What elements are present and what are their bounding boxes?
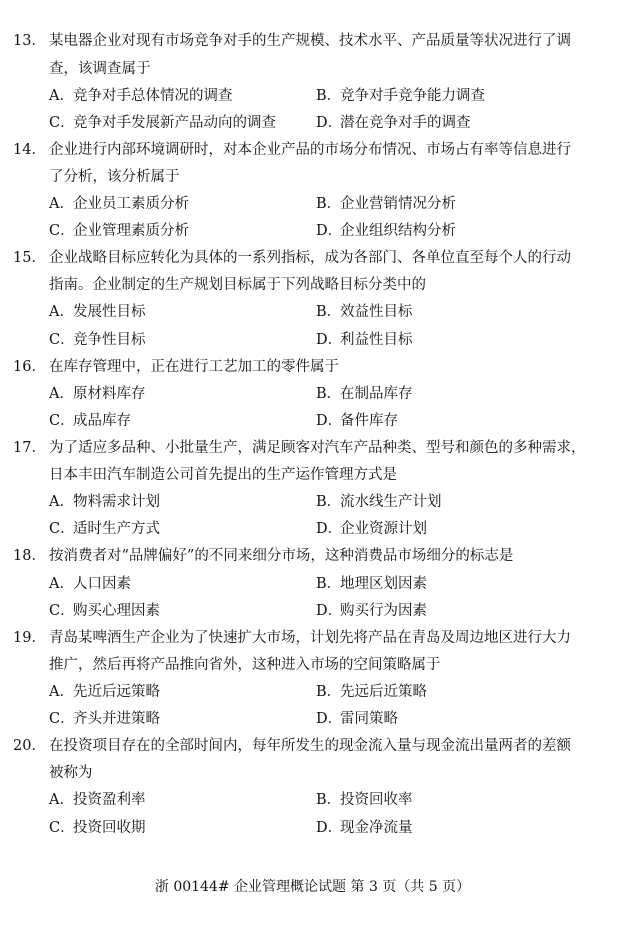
option-letter: D． bbox=[316, 521, 343, 537]
question-15-option-b bbox=[316, 302, 413, 322]
question-14-number: 14． bbox=[13, 142, 46, 158]
option-text: 企业管理素质分析 bbox=[73, 223, 189, 239]
option-text: 潜在竞争对手的调查 bbox=[340, 115, 471, 131]
option-letter: C． bbox=[49, 115, 75, 131]
option-text: 流水线生产计划 bbox=[340, 494, 442, 510]
option-letter: C． bbox=[49, 223, 75, 239]
option-letter: C． bbox=[49, 711, 75, 727]
question-17-option-c bbox=[49, 519, 160, 539]
question-20-text-line-2: 被称为 bbox=[49, 765, 93, 781]
option-text: 原材料库存 bbox=[73, 386, 146, 402]
option-letter: B． bbox=[316, 196, 342, 212]
question-14-text-line-1: 企业进行内部环境调研时，对本企业产品的市场分布情况、市场占有率等信息进行 bbox=[49, 142, 571, 158]
question-13-option-d bbox=[316, 113, 471, 133]
option-letter: C． bbox=[49, 413, 75, 429]
question-16-option-b bbox=[316, 384, 413, 404]
question-16-number: 16． bbox=[13, 359, 46, 375]
question-19-option-a bbox=[49, 682, 160, 702]
option-letter: B． bbox=[316, 576, 342, 592]
option-text: 人口因素 bbox=[73, 576, 131, 592]
option-letter: A． bbox=[49, 386, 74, 402]
question-15-option-c bbox=[49, 330, 146, 350]
option-text: 投资回收率 bbox=[340, 792, 413, 808]
question-15-option-a bbox=[49, 302, 146, 322]
option-letter: A． bbox=[49, 792, 74, 808]
option-letter: D． bbox=[316, 332, 343, 348]
option-text: 先远后近策略 bbox=[340, 684, 427, 700]
question-20-number: 20． bbox=[13, 738, 46, 754]
option-text: 投资盈利率 bbox=[73, 792, 146, 808]
option-text: 备件库存 bbox=[340, 413, 398, 429]
option-text: 成品库存 bbox=[73, 413, 131, 429]
question-13-number: 13． bbox=[13, 33, 46, 49]
option-letter: B． bbox=[316, 88, 342, 104]
question-20-text-line-1: 在投资项目存在的全部时间内，每年所发生的现金流入量与现金流出量两者的差额 bbox=[49, 738, 571, 754]
option-text: 适时生产方式 bbox=[73, 521, 160, 537]
question-18-option-a bbox=[49, 574, 131, 594]
option-text: 竞争对手竞争能力调查 bbox=[340, 88, 485, 104]
question-16-option-d bbox=[316, 411, 398, 431]
option-text: 竞争性目标 bbox=[73, 332, 146, 348]
question-20-option-c bbox=[49, 818, 146, 838]
option-letter: A． bbox=[49, 196, 74, 212]
option-text: 先近后远策略 bbox=[73, 684, 160, 700]
option-letter: B． bbox=[316, 792, 342, 808]
option-letter: D． bbox=[316, 711, 343, 727]
option-text: 企业员工素质分析 bbox=[73, 196, 189, 212]
option-text: 在制品库存 bbox=[340, 386, 413, 402]
option-text: 现金净流量 bbox=[340, 820, 413, 836]
option-letter: D． bbox=[316, 115, 343, 131]
option-letter: D． bbox=[316, 413, 343, 429]
option-text: 企业组织结构分析 bbox=[340, 223, 456, 239]
option-text: 雷同策略 bbox=[340, 711, 398, 727]
option-letter: C． bbox=[49, 603, 75, 619]
option-letter: D． bbox=[316, 603, 343, 619]
option-letter: A． bbox=[49, 684, 74, 700]
question-16-option-a bbox=[49, 384, 146, 404]
question-17-number: 17． bbox=[13, 440, 46, 456]
option-text: 企业资源计划 bbox=[340, 521, 427, 537]
question-18-number: 18． bbox=[13, 548, 46, 564]
option-text: 利益性目标 bbox=[340, 332, 413, 348]
option-text: 效益性目标 bbox=[340, 304, 413, 320]
question-19-option-c bbox=[49, 709, 160, 729]
question-18-option-c bbox=[49, 601, 160, 621]
option-letter: D． bbox=[316, 820, 343, 836]
option-text: 齐头并进策略 bbox=[73, 711, 160, 727]
option-text: 发展性目标 bbox=[73, 304, 146, 320]
option-letter: A． bbox=[49, 576, 74, 592]
question-13-option-b bbox=[316, 86, 485, 106]
question-15-number: 15． bbox=[13, 250, 46, 266]
question-14-option-c bbox=[49, 221, 189, 241]
option-letter: B． bbox=[316, 304, 342, 320]
question-17-text-line-1: 为了适应多品种、小批量生产，满足顾客对汽车产品种类、型号和颜色的多种需求， bbox=[49, 440, 586, 456]
question-19-text-line-1: 青岛某啤酒生产企业为了快速扩大市场，计划先将产品在青岛及周边地区进行大力 bbox=[49, 630, 571, 646]
question-16-option-c bbox=[49, 411, 131, 431]
question-14-option-d bbox=[316, 221, 456, 241]
question-19-option-b bbox=[316, 682, 427, 702]
question-14-text-line-2: 了分析，该分析属于 bbox=[49, 169, 180, 185]
option-letter: A． bbox=[49, 304, 74, 320]
question-18-option-d bbox=[316, 601, 427, 621]
question-20-option-b bbox=[316, 790, 413, 810]
question-19-text-line-2: 推广，然后再将产品推向省外，这种进入市场的空间策略属于 bbox=[49, 657, 441, 673]
option-letter: B． bbox=[316, 386, 342, 402]
option-letter: C． bbox=[49, 820, 75, 836]
question-20-option-d bbox=[316, 818, 413, 838]
question-18-text-line-1: 按消费者对“品牌偏好”的不同来细分市场，这种消费品市场细分的标志是 bbox=[49, 548, 514, 564]
option-text: 地理区划因素 bbox=[340, 576, 427, 592]
question-20-option-a bbox=[49, 790, 146, 810]
option-letter: B． bbox=[316, 684, 342, 700]
question-16-text-line-1: 在库存管理中，正在进行工艺加工的零件属于 bbox=[49, 359, 339, 375]
option-text: 购买行为因素 bbox=[340, 603, 427, 619]
option-letter: C． bbox=[49, 332, 75, 348]
question-13-text-line-1: 某电器企业对现有市场竞争对手的生产规模、技术水平、产品质量等状况进行了调 bbox=[49, 33, 571, 49]
question-13-option-c bbox=[49, 113, 276, 133]
question-19-option-d bbox=[316, 709, 398, 729]
option-letter: A． bbox=[49, 494, 74, 510]
option-text: 竞争对手总体情况的调查 bbox=[73, 88, 233, 104]
option-letter: A． bbox=[49, 88, 74, 104]
question-15-option-d bbox=[316, 330, 413, 350]
question-15-text-line-1: 企业战略目标应转化为具体的一系列指标，成为各部门、各单位直至每个人的行动 bbox=[49, 250, 571, 266]
option-letter: D． bbox=[316, 223, 343, 239]
question-14-option-b bbox=[316, 194, 456, 214]
question-17-text-line-2: 日本丰田汽车制造公司首先提出的生产运作管理方式是 bbox=[49, 467, 397, 483]
option-text: 竞争对手发展新产品动向的调查 bbox=[73, 115, 276, 131]
option-letter: B． bbox=[316, 494, 342, 510]
question-19-number: 19． bbox=[13, 630, 46, 646]
option-text: 物料需求计划 bbox=[73, 494, 160, 510]
option-letter: C． bbox=[49, 521, 75, 537]
question-13-option-a bbox=[49, 86, 233, 106]
question-17-option-b bbox=[316, 492, 442, 512]
question-13-text-line-2: 查，该调查属于 bbox=[49, 61, 151, 77]
question-17-option-d bbox=[316, 519, 427, 539]
question-15-text-line-2: 指南。企业制定的生产规划目标属于下列战略目标分类中的 bbox=[49, 277, 426, 293]
page-footer: 浙 00144# 企业管理概论试题 第 3 页（共 5 页） bbox=[154, 879, 471, 895]
option-text: 购买心理因素 bbox=[73, 603, 160, 619]
option-text: 企业营销情况分析 bbox=[340, 196, 456, 212]
question-17-option-a bbox=[49, 492, 160, 512]
question-18-option-b bbox=[316, 574, 427, 594]
option-text: 投资回收期 bbox=[73, 820, 146, 836]
question-14-option-a bbox=[49, 194, 189, 214]
